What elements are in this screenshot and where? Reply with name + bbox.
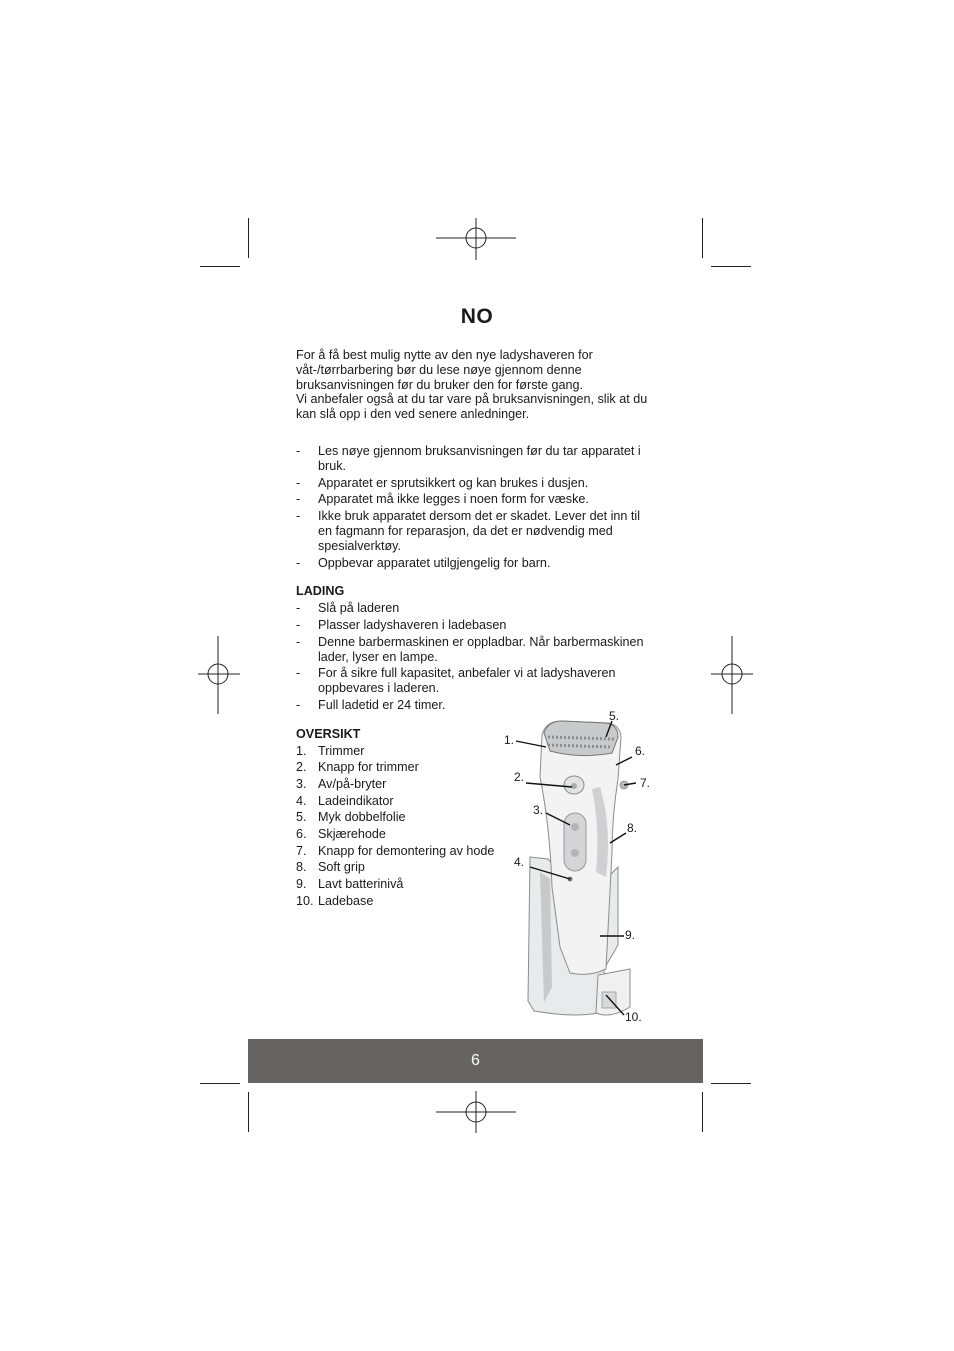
callout-label: 3. (533, 803, 544, 817)
list-item-text: Trimmer (318, 743, 365, 758)
page-number: 6 (471, 1052, 480, 1069)
item-number: 2. (296, 760, 307, 775)
callout-label: 8. (627, 821, 638, 835)
list-item-text: Apparatet må ikke legges i noen form for væske. (318, 492, 589, 507)
crop-mark (248, 1092, 249, 1132)
crop-mark (702, 218, 703, 258)
item-number: 1. (296, 743, 307, 758)
list-item (296, 618, 656, 633)
section-title-oversikt: OVERSIKT (296, 726, 361, 741)
crop-mark (200, 1083, 240, 1084)
intro-line: bruksanvisningen før du bruker den for første gang. (296, 377, 584, 392)
list-item-text: Plasser ladyshaveren i ladebasen (318, 617, 507, 632)
lading-list (296, 601, 656, 713)
callout-label: 7. (640, 776, 651, 790)
bullet-dash: - (296, 697, 301, 712)
list-item-text: Ladeindikator (318, 793, 394, 808)
callout-label: 2. (514, 770, 525, 784)
bullet-dash: - (296, 509, 301, 524)
callout-label: 5. (609, 709, 620, 723)
intro-line: våt-/tørrbarbering bør du lese nøye gjennom denne (296, 362, 582, 377)
callout-label: 10. (625, 1010, 642, 1024)
list-item-text: Lavt batterinivå (318, 877, 404, 892)
list-item (296, 509, 656, 553)
bullet-dash: - (296, 492, 301, 507)
shaver-illustration (500, 707, 660, 1027)
intro-paragraph (296, 348, 656, 422)
registration-mark-icon (436, 218, 516, 260)
callout-label: 6. (635, 744, 646, 758)
footer-bar (248, 1039, 703, 1083)
list-item-text: Soft grip (318, 860, 365, 875)
list-item (296, 492, 656, 507)
section-title-lading: LADING (296, 584, 345, 599)
list-item-text: Slå på laderen (318, 601, 400, 616)
bullet-dash: - (296, 475, 301, 490)
list-item-text: Ikke bruk apparatet dersom det er skadet. Lever det inn til en fagmann for reparasjon, da det er nødvendig med spesialverktøy. (318, 509, 641, 553)
list-item-text: Av/på-bryter (318, 776, 387, 791)
bullet-dash: - (296, 443, 301, 458)
list-item (296, 635, 656, 665)
bullet-dash: - (296, 601, 301, 616)
intro-line: Vi anbefaler også at du tar vare på bruksanvisningen, slik at du (296, 392, 648, 407)
list-item-text: Ladebase (318, 893, 374, 908)
callout-label: 9. (625, 928, 636, 942)
list-item-text: Knapp for trimmer (318, 760, 419, 775)
callout-label: 1. (504, 733, 515, 747)
list-item-text: Knapp for demontering av hode (318, 843, 495, 858)
bullet-dash: - (296, 666, 301, 681)
list-item (296, 556, 656, 571)
item-number: 10. (296, 893, 314, 908)
registration-mark-icon (436, 1091, 516, 1133)
item-number: 8. (296, 860, 307, 875)
item-number: 5. (296, 810, 307, 825)
item-number: 3. (296, 776, 307, 791)
crop-mark (248, 218, 249, 258)
list-item-text: Oppbevar apparatet utilgjengelig for barn. (318, 555, 551, 570)
registration-mark-icon (198, 636, 240, 714)
bullet-dash: - (296, 634, 301, 649)
item-number: 7. (296, 843, 307, 858)
crop-mark (200, 266, 240, 267)
registration-mark-icon (711, 636, 753, 714)
list-item (296, 601, 656, 616)
list-item (296, 666, 656, 696)
page-title: NO (460, 305, 494, 328)
bullet-dash: - (296, 617, 301, 632)
list-item-text: Apparatet er sprutsikkert og kan brukes i dusjen. (318, 475, 589, 490)
list-item (296, 444, 656, 474)
item-number: 9. (296, 877, 307, 892)
intro-line: For å få best mulig nytte av den nye ladyshaveren for (296, 348, 593, 362)
list-item-text: For å sikre full kapasitet, anbefaler vi at ladyshaveren oppbevares i laderen. (318, 666, 616, 696)
list-item-text: Denne barbermaskinen er oppladbar. Når barbermaskinen lader, lyser en lampe. (318, 634, 644, 664)
callout-label: 4. (514, 855, 525, 869)
list-item-text: Full ladetid er 24 timer. (318, 697, 446, 712)
safety-list (296, 444, 656, 570)
list-item-text: Myk dobbelfolie (318, 810, 406, 825)
list-item (296, 476, 656, 491)
list-item-text: Skjærehode (318, 826, 386, 841)
crop-mark (711, 266, 751, 267)
crop-mark (702, 1092, 703, 1132)
list-item-text: Les nøye gjennom bruksanvisningen før du tar apparatet i bruk. (318, 443, 641, 473)
crop-mark (711, 1083, 751, 1084)
item-number: 4. (296, 793, 307, 808)
bullet-dash: - (296, 555, 301, 570)
item-number: 6. (296, 826, 307, 841)
intro-line: kan slå opp i den ved senere anledninger. (296, 407, 530, 422)
